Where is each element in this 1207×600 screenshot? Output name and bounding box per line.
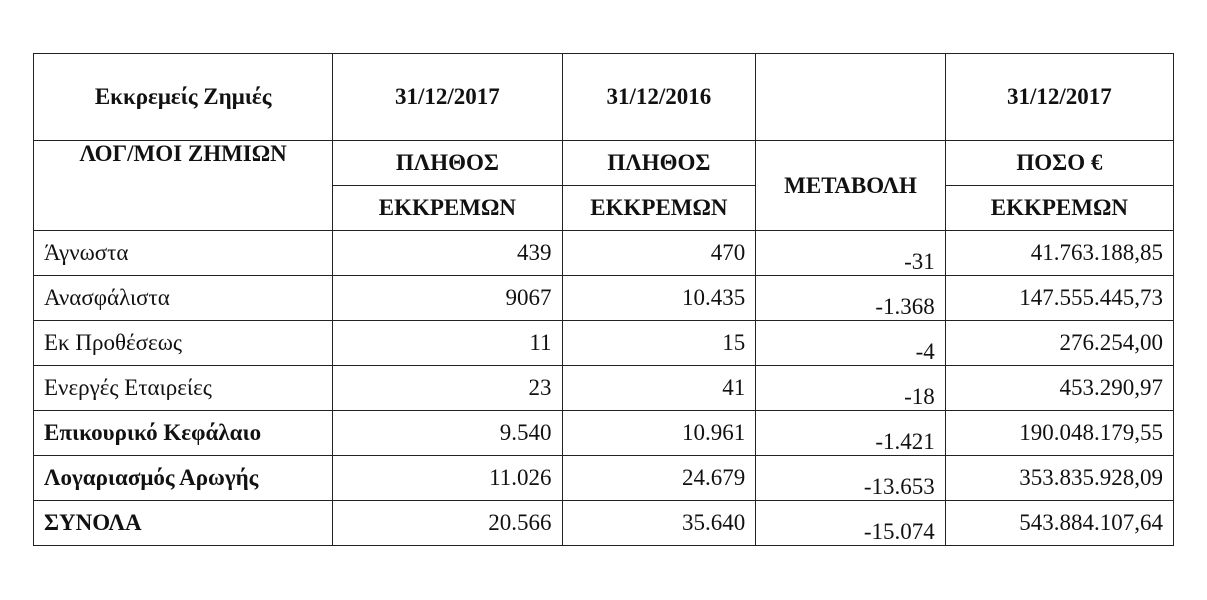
row-label: Επικουρικό Κεφάλαιο [34,411,333,456]
change-cell: -1.368 [756,276,945,321]
row-label: Ενεργές Εταιρείες [34,366,333,411]
header-date-amount-2017: 31/12/2017 [945,54,1173,141]
amount-2017-cell: 353.835.928,09 [945,456,1173,501]
header-date-count-2017: 31/12/2017 [333,54,562,141]
amount-2017-cell: 41.763.188,85 [945,231,1173,276]
count-2016-cell: 35.640 [562,501,756,546]
count-2017-cell: 11.026 [333,456,562,501]
row-label-header: ΛΟΓ/ΜΟΙ ΖΗΜΙΩΝ [34,141,333,231]
change-cell: -31 [756,231,945,276]
count-2016-cell: 10.961 [562,411,756,456]
count-2017-cell: 23 [333,366,562,411]
amount-2017-cell: 543.884.107,64 [945,501,1173,546]
row-label: ΣΥΝΟΛΑ [34,501,333,546]
row-label: Λογαριασμός Αρωγής [34,456,333,501]
subheader-count-2016-bottom: ΕΚΚΡΕΜΩΝ [562,186,756,231]
header-row-top [34,141,1174,186]
amount-2017-cell: 190.048.179,55 [945,411,1173,456]
row-label: Άγνωστα [34,231,333,276]
amount-2017-cell: 453.290,97 [945,366,1173,411]
count-2017-cell: 9067 [333,276,562,321]
row-label: Ανασφάλιστα [34,276,333,321]
pending-claims-table [33,53,1174,546]
count-2017-cell: 9.540 [333,411,562,456]
count-2016-cell: 24.679 [562,456,756,501]
subheader-count-2016-top: ΠΛΗΘΟΣ [562,141,756,186]
count-2017-cell: 439 [333,231,562,276]
table-row [34,276,1174,321]
count-2017-cell: 20.566 [333,501,562,546]
table-title: Εκκρεμείς Ζημιές [34,54,333,141]
count-2016-cell: 10.435 [562,276,756,321]
header-date-change [756,54,945,141]
amount-2017-cell: 276.254,00 [945,321,1173,366]
subheader-count-2017-top: ΠΛΗΘΟΣ [333,141,562,186]
subheader-amount-bottom: ΕΚΚΡΕΜΩΝ [945,186,1173,231]
header-row-dates [34,54,1174,141]
count-2017-cell: 11 [333,321,562,366]
header-date-count-2016: 31/12/2016 [562,54,756,141]
count-2016-cell: 41 [562,366,756,411]
table-row [34,411,1174,456]
change-cell: -15.074 [756,501,945,546]
row-label: Εκ Προθέσεως [34,321,333,366]
count-2016-cell: 15 [562,321,756,366]
change-cell: -13.653 [756,456,945,501]
subheader-count-2017-bottom: ΕΚΚΡΕΜΩΝ [333,186,562,231]
count-2016-cell: 470 [562,231,756,276]
amount-2017-cell: 147.555.445,73 [945,276,1173,321]
subheader-amount-top: ΠΟΣΟ € [945,141,1173,186]
change-cell: -18 [756,366,945,411]
change-header: ΜΕΤΑΒΟΛΗ [756,141,945,231]
change-cell: -1.421 [756,411,945,456]
totals-row [34,501,1174,546]
table-row [34,231,1174,276]
change-cell: -4 [756,321,945,366]
table-row [34,366,1174,411]
table-row [34,456,1174,501]
table-row [34,321,1174,366]
